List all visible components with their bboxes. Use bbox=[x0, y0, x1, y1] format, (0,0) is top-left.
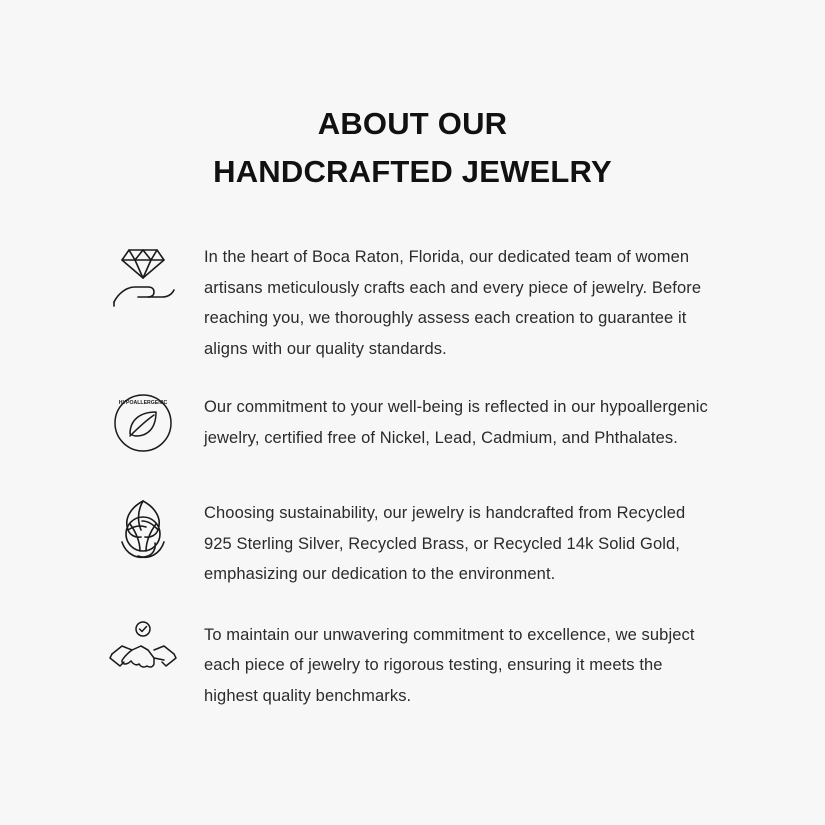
page-title-line-1: ABOUT OUR bbox=[317, 106, 508, 141]
list-item bbox=[104, 386, 715, 468]
diamond-in-hand-icon bbox=[104, 236, 182, 320]
list-item-text: Choosing sustainability, our jewelry is handcrafted from Recycled 925 Sterling Silver, Recycled Brass, or Recycled 14k Solid Gold, emphasizing our dedication to the environment. bbox=[204, 504, 686, 584]
hypoallergenic-leaf-icon bbox=[104, 386, 182, 468]
svg-text:HYPOALLERGENIC: HYPOALLERGENIC bbox=[118, 400, 168, 407]
list-item-text: Our commitment to your well-being is reflected in our hypoallergenic jewelry, certified free of Nickel, Lead, Cadmium, and Phthalates. bbox=[204, 398, 708, 447]
handshake-check-icon bbox=[104, 614, 182, 698]
list-item bbox=[104, 236, 715, 364]
feature-list bbox=[0, 236, 825, 711]
page-title bbox=[73, 0, 753, 196]
list-item-text: To maintain our unwavering commitment to excellence, we subject each piece of jewelry to rigorous testing, ensuring it meets the highest quality benchmarks. bbox=[204, 625, 695, 705]
list-item bbox=[104, 492, 715, 590]
recycled-leaves-icon bbox=[104, 492, 182, 572]
page-title-line-2: HANDCRAFTED JEWELRY bbox=[213, 154, 612, 190]
list-item-text: In the heart of Boca Raton, Florida, our dedicated team of women artisans meticulously crafts each and every piece of jewelry. Before reaching you, we thoroughly assess each creation to guarantee it aligns with our quality standards. bbox=[204, 248, 702, 358]
list-item bbox=[104, 614, 715, 712]
